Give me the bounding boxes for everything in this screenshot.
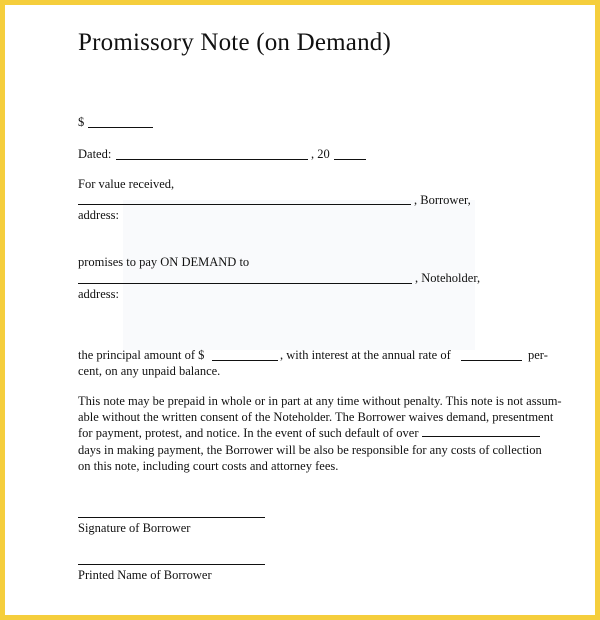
percent-suffix: per- xyxy=(528,348,548,362)
printed-name-label: Printed Name of Borrower xyxy=(78,568,212,582)
value-received-text: For value received, xyxy=(78,177,175,191)
borrower-address-label: address: xyxy=(78,208,119,222)
noteholder-label: , Noteholder, xyxy=(415,271,481,285)
terms-line: days in making payment, the Borrower will be also be responsible for any costs of collection xyxy=(78,442,542,457)
borrower-label: , Borrower, xyxy=(414,193,471,207)
terms-line xyxy=(78,425,553,441)
year-prefix: , 20 xyxy=(311,147,330,161)
document-page xyxy=(5,5,595,615)
signature-line[interactable] xyxy=(78,517,265,518)
interest-rate-blank[interactable] xyxy=(461,360,522,361)
borrower-blank[interactable] xyxy=(78,204,411,205)
principal-blank[interactable] xyxy=(212,360,278,361)
amount-blank[interactable] xyxy=(88,127,153,128)
noteholder-blank[interactable] xyxy=(78,283,412,284)
unpaid-balance-text: cent, on any unpaid balance. xyxy=(78,364,221,378)
promises-text: promises to pay ON DEMAND to xyxy=(78,255,250,269)
terms-line: able without the written consent of the Noteholder. The Borrower waives demand, presentment xyxy=(78,410,554,425)
terms-line: This note may be prepaid in whole or in part at any time without penalty. This note is not assum- xyxy=(78,394,562,408)
terms-paragraph xyxy=(78,393,562,474)
noteholder-address-label: address: xyxy=(78,287,119,301)
printed-name-line[interactable] xyxy=(78,564,265,565)
currency-symbol: $ xyxy=(78,115,85,129)
dated-label: Dated: xyxy=(78,147,112,161)
date-blank[interactable] xyxy=(116,159,308,160)
signature-label: Signature of Borrower xyxy=(78,521,191,535)
document-title: Promissory Note (on Demand) xyxy=(78,29,391,56)
interest-text: , with interest at the annual rate of xyxy=(280,348,451,362)
principal-text: the principal amount of $ xyxy=(78,348,205,362)
terms-line: on this note, including court costs and attorney fees. xyxy=(78,458,339,473)
year-blank[interactable] xyxy=(334,159,366,160)
terms-line-text: for payment, protest, and notice. In the event of such default of over xyxy=(78,426,419,441)
default-days-blank[interactable] xyxy=(422,425,540,437)
